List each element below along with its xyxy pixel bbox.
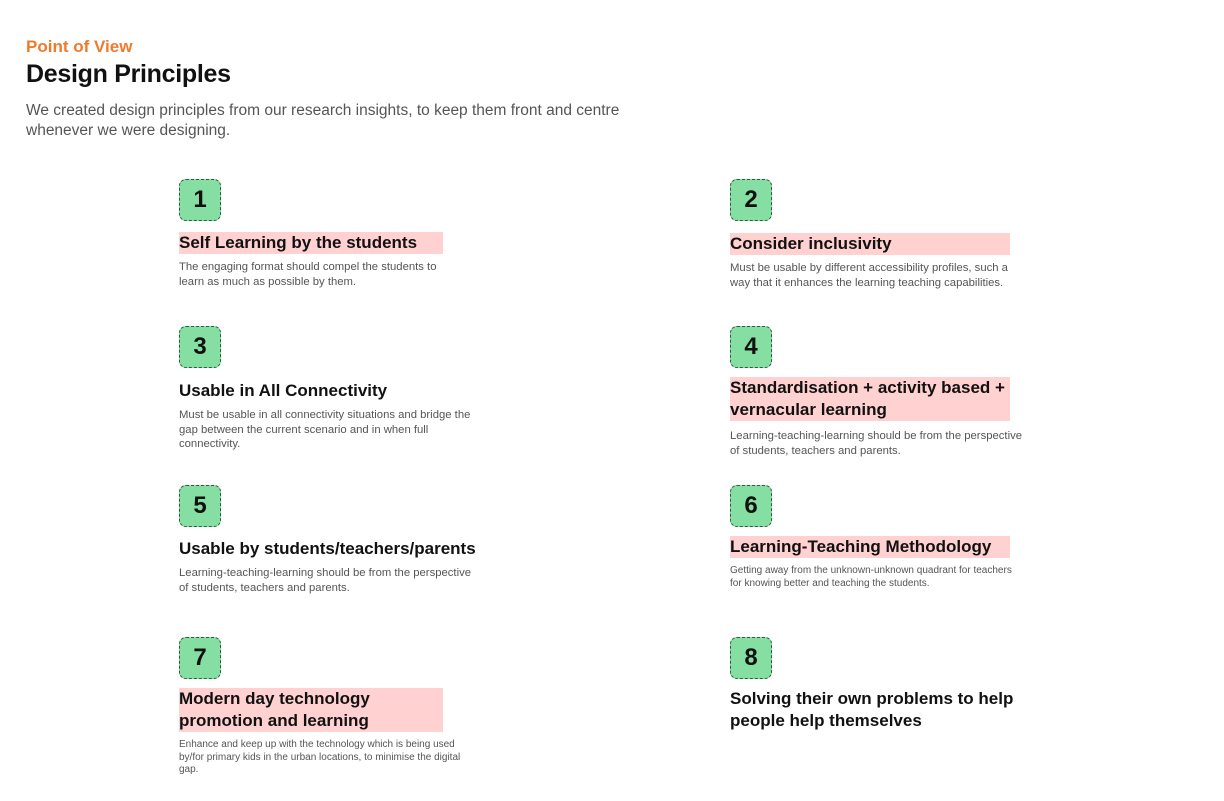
principle-card-3 bbox=[179, 326, 479, 452]
intro-text: We created design principles from our research insights, to keep them front and centre whenever we were designing. bbox=[26, 102, 620, 139]
principle-card-5 bbox=[179, 485, 479, 595]
principle-title: Standardisation + activity based + vernacular learning bbox=[730, 377, 1010, 421]
principle-number-badge: 6 bbox=[730, 485, 772, 527]
principle-title: Usable by students/teachers/parents bbox=[179, 539, 476, 558]
principle-description: Must be usable by different accessibility profiles, such a way that it enhances the learning teaching capabilities. bbox=[730, 262, 1008, 289]
principle-title: Learning-Teaching Methodology bbox=[730, 536, 1010, 558]
principle-number-badge: 2 bbox=[730, 179, 772, 221]
principle-title: Consider inclusivity bbox=[730, 233, 1010, 255]
principle-description: Enhance and keep up with the technology which is being used by/for primary kids in the urban locations, to minimise the digital gap. bbox=[179, 739, 461, 775]
eyebrow-label: Point of View bbox=[26, 37, 133, 56]
principle-card-4 bbox=[730, 326, 1023, 458]
principle-title: Solving their own problems to help people help themselves bbox=[730, 689, 1014, 730]
principle-number-badge: 8 bbox=[730, 637, 772, 679]
page-title: Design Principles bbox=[26, 60, 231, 88]
principle-number-badge: 5 bbox=[179, 485, 221, 527]
principle-description: Learning-teaching-learning should be from the perspective of students, teachers and parents. bbox=[730, 430, 1023, 457]
principle-card-1 bbox=[179, 179, 443, 289]
principle-number-badge: 7 bbox=[179, 637, 221, 679]
principle-number-badge: 1 bbox=[179, 179, 221, 221]
principle-title: Usable in All Connectivity bbox=[179, 381, 388, 400]
principle-card-6 bbox=[730, 485, 1010, 590]
principle-card-8 bbox=[730, 637, 1060, 732]
principle-description: Getting away from the unknown-unknown quadrant for teachers for knowing better and teaching the students. bbox=[730, 565, 1012, 589]
principle-title: Self Learning by the students bbox=[179, 232, 443, 254]
principle-number-badge: 4 bbox=[730, 326, 772, 368]
principle-number-badge: 3 bbox=[179, 326, 221, 368]
principle-description: Must be usable in all connectivity situations and bridge the gap between the current scenario and in when full connectivity. bbox=[179, 409, 471, 450]
principle-description: The engaging format should compel the students to learn as much as possible by them. bbox=[179, 261, 437, 288]
principle-title: Modern day technology promotion and learning bbox=[179, 688, 443, 732]
principle-description: Learning-teaching-learning should be from the perspective of students, teachers and parents. bbox=[179, 567, 472, 594]
principle-card-7 bbox=[179, 637, 461, 777]
principle-card-2 bbox=[730, 179, 1010, 290]
